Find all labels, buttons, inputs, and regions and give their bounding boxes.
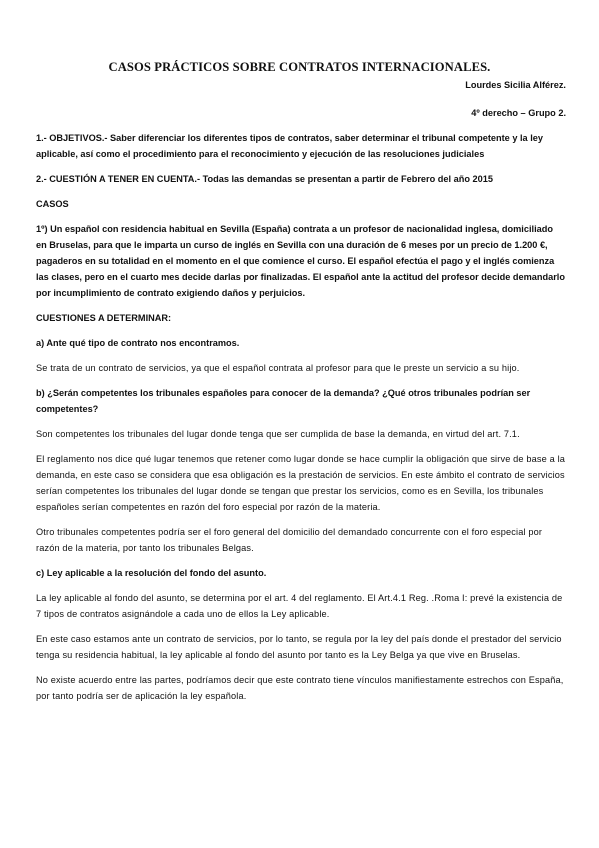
caso-1-paragraph: 1º) Un español con residencia habitual en Sevilla (España) contrata a un profesor de nacionalidad inglesa, domiciliado en Bruselas, para que le imparta un curso de inglés en Sevilla con una duración de 6 meses por un precio de 1.200 €, pagaderos en su totalidad en el momento en el que comience el curso. El español efectúa el pago y el inglés comienza las clases, pero en el cuarto mes decide darlas por finalizadas. El español ante la actitud del profesor decide demandarlo por incumplimiento de contrato exigiendo daños y perjuicios. bbox=[36, 224, 565, 298]
author-name: Lourdes Sicilia Alférez. bbox=[465, 80, 566, 90]
document-body bbox=[36, 130, 566, 713]
answer-b-2: El reglamento nos dice qué lugar tenemos que retener como lugar donde se hace cumplir la obligación que sirve de base a la demanda, en este caso se considera que esa obligación es la prestación de servicios. En este ámbito el contrato de servicios serían competentes los tribunales del lugar donde se tengan que prestar los servicios, como es en Sevilla, los tribunales españoles serían competentes en razón del foro especial por razón de la materia. bbox=[36, 454, 566, 512]
answer-b-1: Son competentes los tribunales del lugar donde tenga que ser cumplida de base la demanda, en virtud del art. 7.1. bbox=[36, 429, 520, 439]
objetivos-paragraph: 1.- OBJETIVOS.- Saber diferenciar los diferentes tipos de contratos, saber determinar el tribunal competente y la ley aplicable, así como el procedimiento para el reconocimiento y ejecución de las resoluciones judiciales bbox=[36, 133, 543, 159]
answer-c-3: No existe acuerdo entre las partes, podríamos decir que este contrato tiene vínculos manifiestamente estrechos con España, por tanto podría ser de aplicación la ley española. bbox=[36, 675, 564, 701]
answer-a-1: Se trata de un contrato de servicios, ya que el español contrata al profesor para que le preste un servicio a su hijo. bbox=[36, 363, 520, 373]
question-a: a) Ante qué tipo de contrato nos encontramos. bbox=[36, 338, 240, 348]
casos-heading: CASOS bbox=[36, 199, 69, 209]
question-c: c) Ley aplicable a la resolución del fondo del asunto. bbox=[36, 568, 267, 578]
question-b: b) ¿Serán competentes los tribunales españoles para conocer de la demanda? ¿Qué otros tribunales podrían ser competentes? bbox=[36, 388, 531, 414]
answer-c-2: En este caso estamos ante un contrato de servicios, por lo tanto, se regula por la ley del país donde el prestador del servicio tenga su residencia habitual, la ley aplicable al fondo del asunto por tanto es la Ley Belga ya que vive en Bruselas. bbox=[36, 634, 562, 660]
cuestion-paragraph: 2.- CUESTIÓN A TENER EN CUENTA.- Todas las demandas se presentan a partir de Febrero del año 2015 bbox=[36, 174, 493, 184]
cuestiones-heading: CUESTIONES A DETERMINAR: bbox=[36, 313, 172, 323]
answer-c-1: La ley aplicable al fondo del asunto, se determina por el art. 4 del reglamento. El Art.4.1 Reg. .Roma I: prevé la existencia de 7 tipos de contratos asignándole a cada uno de ellos la Ley aplicable. bbox=[36, 593, 563, 619]
course-group: 4º derecho – Grupo 2. bbox=[471, 108, 566, 118]
answer-b-3: Otro tribunales competentes podría ser el foro general del domicilio del demandado concurrente con el foro especial por razón de la materia, por tanto los tribunales Belgas. bbox=[36, 527, 543, 553]
document-title: CASOS PRÁCTICOS SOBRE CONTRATOS INTERNACIONALES. bbox=[108, 60, 491, 74]
